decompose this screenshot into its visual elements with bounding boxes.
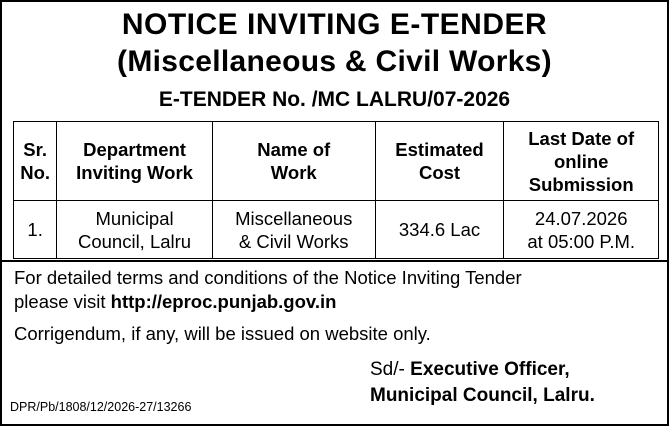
signature-block [370, 357, 665, 409]
section-divider [2, 260, 667, 262]
eproc-link[interactable]: http://eproc.punjab.gov.in [110, 291, 337, 312]
cell-sr-no: 1. [14, 201, 57, 259]
corrigendum-note: Corrigendum, if any, will be issued on website only. [14, 323, 431, 344]
signature-designation: Executive Officer, [410, 359, 570, 380]
dpr-number: DPR/Pb/1808/12/2026-27/13266 [10, 400, 192, 414]
table-header-row [14, 122, 659, 201]
cell-name-of-work: Miscellaneous & Civil Works [212, 201, 375, 259]
notice-title: NOTICE INVITING E-TENDER [121, 8, 548, 41]
terms-line-1: For detailed terms and conditions of the Notice Inviting Tender [14, 267, 522, 288]
terms-paragraph [14, 266, 664, 314]
header-name-of-work: Name of Work [212, 122, 375, 201]
terms-line-2-prefix: please visit [14, 291, 106, 312]
tender-number: E-TENDER No. /MC LALRU/07-2026 [158, 88, 511, 111]
tender-table [13, 121, 659, 259]
signature-prefix: Sd/- [370, 359, 405, 380]
table-row [14, 201, 659, 259]
signature-office: Municipal Council, Lalru. [370, 385, 595, 406]
header-sr-no: Sr. No. [14, 122, 57, 201]
notice-subtitle: (Miscellaneous & Civil Works) [117, 45, 552, 78]
cell-last-date: 24.07.2026 at 05:00 P.M. [504, 201, 659, 259]
header-department: Department Inviting Work [57, 122, 213, 201]
cell-department: Municipal Council, Lalru [57, 201, 213, 259]
header-estimated-cost: Estimated Cost [375, 122, 504, 201]
cell-estimated-cost: 334.6 Lac [375, 201, 504, 259]
header-last-date: Last Date of online Submission [504, 122, 659, 201]
